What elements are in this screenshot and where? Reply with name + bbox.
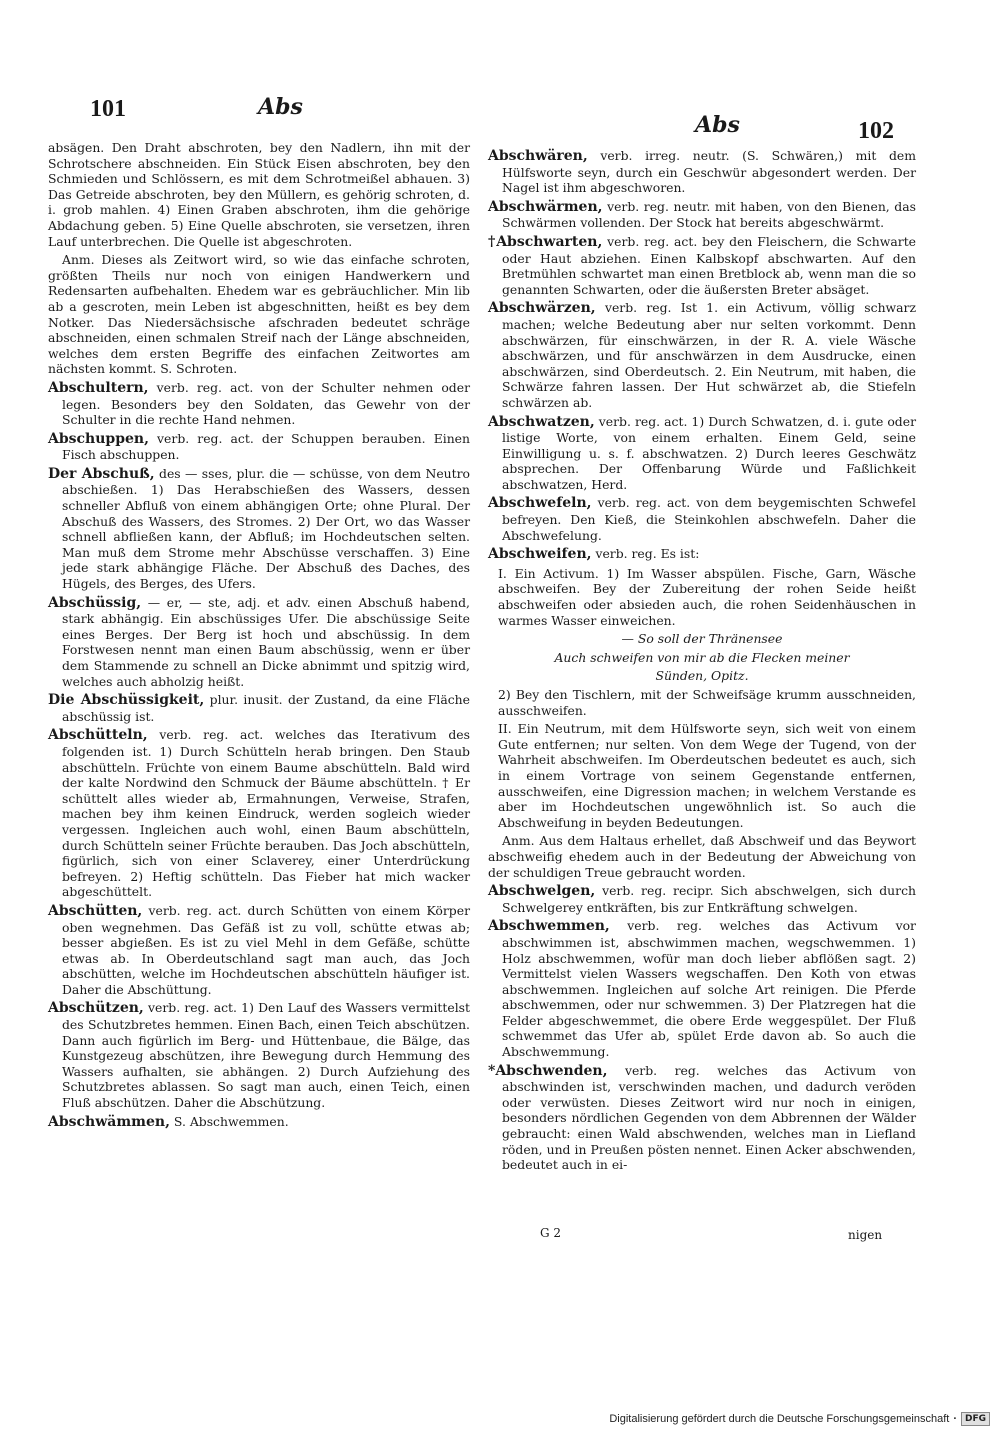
right-entry [488,234,916,297]
definition-text: — er, — ste, adj. et adv. einen Abschuß habend, stark abhängig. Ein abschüssiges Ufer. Die abschüssige Seite eines Berges. Der Berg ist hoch und abschüssig. In dem Forstwesen nennt man einen Baum abschüssig, wenn er über dem Stammende zu schnell an Dicke abnimmt und spitzig wird, welches auch abholzig heißt. [62,594,470,689]
headword: Abschwärzen, [488,300,596,317]
right-entry [488,148,916,196]
headword: Abschwären, [488,148,588,164]
definition-text: verb. reg. Ist 1. ein Activum, völlig schwarz machen; welche Bedeutung aber nur selten vorkommt. Denn abschwärzen, für einschwärzen, in der R. A. viele Wäsche abschwärzen, und für anschwärzen in dem Ausdrucke, einen abschwärzen, sind Oberdeutsch. 2. Ein Neutrum, mit haben, die Schwärze fahren lassen. Der Hut schwärzet ab, die Stiefeln schwärzen ab. [502,300,916,410]
headword: Der Abschuß, [48,465,155,482]
right-verse: — So soll der Thränensee [621,631,783,647]
headword: Abschultern, [48,379,149,396]
headword: *Abschwenden, [488,1062,608,1079]
right-entry [488,918,916,1059]
left-entry [48,903,470,998]
right-verse: Auch schweifen von mir ab die Flecken meiner [554,649,850,665]
right-column [488,148,916,1176]
right-entry [488,300,916,410]
definition-text: verb. reg. act. von dem beygemischten Schwefel befreyen. Den Kieß, die Steinkohlen abschwefeln. Daher die Abschwefelung. [502,495,916,543]
definition-text: verb. reg. welches das Activum von abschwinden ist, verschwinden machen, und dadurch veröden oder verwüsten. Dieses Zeitwort wird nur noch in einigen, besonders nördlichen Gegenden von dem Abbrennen der Wälder gebraucht: einen Wald abschwenden, welches man in Liefland röden, und in Preußen pösten nennet. Einen Acker abschwenden, bedeutet auch in ei- [502,1062,916,1173]
headword: Abschwärmen, [488,198,603,215]
right-page-number: 102 [858,118,894,144]
headword: Abschwemmen, [488,918,610,935]
right-entry [488,414,916,493]
right-running-head: Abs [695,112,740,138]
catchword: nigen [848,1228,883,1242]
headword: Die Abschüssigkeit, [48,692,205,709]
definition-text: des — sses, plur. die — schüsse, von dem Neutro abschießen. 1) Das Herabschießen des Wassers, dessen schneller Abfluß von einem abhängigen Orte; ohne Plural. Der Abschuß des Wassers, des Stromes. 2) Der Ort, wo das Wasser schnell abfließen kann, der Abfluß; im Hochdeutschen selten. Man muß dem Strome mehr Abschüsse verschaffen. 3) Eine jede stark abhängige Fläche. Der Abschuß des Daches, des Hügels, des Berges, des Ufers. [62,465,470,592]
definition-text: verb. reg. act. 1) Den Lauf des Wassers vermittelst des Schutzbretes hemmen. Einen Bach, einen Teich abschützen. Dann auch figürlich im Berg- und Hüttenbaue, die Bälge, das Kunstgezeug abschützen, ihre Bewegung durch Hemmung des Wassers aufhalten, sie abhängen. 2) Durch Aufziehung des Schutzbretes ablassen. So sagt man auch, einen Teich, einen Fluß abschützen. Daher die Abschützung. [62,1000,470,1111]
definition-text: verb. reg. Es ist: [591,546,700,562]
left-entry [48,431,470,463]
right-sub: II. Ein Neutrum, mit dem Hülfsworte seyn, sich weit von einem Gute entfernen; nur selten. Von dem Wege der Tugend, von der Wahrheit abschweifen. Im Oberdeutschen bedeutet es auch, sich in einem Vortrage von seinem Gegenstande entfernen, ausschweifen, eine Digression machen; in welchem Verstande es aber im Hochdeutschen ungewöhnlich ist. So auch die Abschweifung in beyden Bedeutungen. [498,721,916,830]
left-page-number: 101 [90,96,126,122]
headword: Abschweifen, [488,546,592,563]
definition-text: verb. reg. act. der Schuppen berauben. Einen Fisch abschuppen. [62,430,470,463]
headword: Abschüssig, [48,594,142,611]
right-entry [488,1063,916,1173]
definition-text: verb. reg. recipr. Sich abschwelgen, sich durch Schwelgerey entkräften, bis zur Entkräftung schwelgen. [502,883,916,915]
right-entry [488,883,916,915]
headword: Abschützen, [48,1000,144,1017]
left-entry [48,380,470,428]
definition-text: verb. reg. act. welches das Iterativum des folgenden ist. 1) Durch Schütteln herab bringen. Den Staub abschütteln. Früchte von einem Baume abschütteln. Bald wird der kalte Nordwind den Schmuck der Bäume abschütteln. † Er schüttelt alles wieder ab, Ermahnungen, Verweise, Strafen, machen bey ihm keinen Eindruck, werden sogleich wieder vergessen. Ingleichen auch wohl, einen Baum abschütteln, durch Schütteln seiner Früchte berauben. Das Joch abschütteln, figürlich, sich von einer Sclaverey, einer Unterdrückung befreyen. 2) Heftig schütteln. Das Fieber hat mich wacker abgeschüttelt. [62,727,470,900]
right-entry [488,199,916,231]
headword: Abschütteln, [48,727,148,744]
left-entry [48,727,470,900]
headword: Abschwämmen, [48,1113,170,1130]
definition-text: verb. reg. act. durch Schütten von einem Körper oben wegnehmen. Das Gefäß ist zu voll, schütte etwas ab; besser abgießen. Es ist zu viel Mehl in dem Gefäße, schütte etwas ab. In Oberdeutschland sagt man auch, das Joch abschütten, welche im Hochdeutschen abschütteln häufiger ist. Daher die Abschüttung. [62,902,470,997]
footer: Digitalisierung gefördert durch die Deutsche Forschungsgemeinschaft · DFG [609,1412,990,1426]
headword: Abschuppen, [48,430,149,447]
definition-text: plur. inusit. der Zustand, da eine Fläche abschüssig ist. [62,692,470,724]
headword: Abschütten, [48,902,143,919]
definition-text: verb. irreg. neutr. (S. Schwären,) mit dem Hülfsworte seyn, durch ein Geschwür abgesondert werden. Der Nagel ist ihm abgeschworen. [502,148,916,196]
right-verse: Sünden, Opitz. [655,668,749,684]
left-note: Anm. Dieses als Zeitwort wird, so wie das einfache schroten, größten Theils nur noch von einigen Handwerkern und Redensarten aufbehalten. Ehedem war es gebräuchlicher. Min lib ab a gescroten, mein Leben ist abgeschnitten, heißt es bey dem Notker. Das Niedersächsische afschraden bedeutet schräge abschneiden, einen schmalen Streif nach der Länge abschneiden, welches dem ersten Begriffe des einfachen Zeitwortes am nächsten kommt. S. Schroten. [48,252,470,377]
left-column [48,140,470,1133]
left-entry [48,692,470,724]
left-entry [48,595,470,690]
right-sub: 2) Bey den Tischlern, mit der Schweifsäge krumm ausschneiden, ausschweifen. [498,687,916,718]
definition-text: verb. reg. act. von der Schulter nehmen oder legen. Besonders bey den Soldaten, das Gewehr von der Schulter in die rechte Hand nehmen. [62,379,470,428]
definition-text: S. Abschwemmen. [169,1113,289,1129]
headword: Abschwelgen, [488,883,596,900]
right-sub: I. Ein Activum. 1) Im Wasser abspülen. Fische, Garn, Wäsche abschweifen. Bey der Zubereitung der rohen Seide heißt abschweifen oder absieden auch, die rohen Seidenhäuschen in warmes Wasser einweichen. [498,565,916,628]
left-entry [48,466,470,592]
footer-text: Digitalisierung gefördert durch die Deutsche Forschungsgemeinschaft [609,1413,950,1425]
right-note: Anm. Aus dem Haltaus erhellet, daß Abschweif und das Beywort abschweifig ehedem auch in der Bedeutung der Abweichung von der schuldigen Treue gebraucht worden. [488,833,916,880]
definition-text: verb. reg. act. bey den Fleischern, die Schwarte oder Haut abziehen. Einen Kalbskopf abschwarten. Auf den Bretmühlen schwartet man einen Bretblock ab, wenn man die so genannten Schwarten, oder die äußersten Breter absäget. [502,233,917,297]
definition-text: verb. reg. act. 1) Durch Schwatzen, d. i. gute oder listige Worte, von einem erhalten. Einem Geld, seine Einwilligung u. s. f. abschwatzen. 2) Durch leeres Geschwätz absprechen. Der Offenbarung Würde und Faßlichkeit abschwatzen, Herd. [502,413,916,492]
headword: †Abschwarten, [488,233,603,250]
headword: Abschwatzen, [488,413,595,430]
left-running-head: Abs [258,94,303,120]
left-entry [48,1114,470,1131]
left-entry [48,1000,470,1110]
definition-text: verb. reg. neutr. mit haben, von den Bienen, das Schwärmen vollenden. Der Stock hat bereits abgeschwärmt. [502,198,916,231]
right-entry [488,495,916,543]
right-entry [488,546,916,563]
definition-text: verb. reg. welches das Activum vor abschwimmen ist, abschwimmen machen, wegschwemmen. 1) Holz abschwemmen, wofür man doch lieber abflößen sagt. 2) Vermittelst vielen Wassers wegschaffen. Den Koth von etwas abschwemmen. Ingleichen auf solche Art reinigen. Die Pferde abschwemmen, oder nur schwemmen. 3) Der Platzregen hat die Felder abgeschwemmet, die obere Erde weggespület. Der Fluß schwemmet das Ufer ab, spület Erde davon ab. So auch die Abschwemmung. [502,918,916,1060]
dfg-logo: DFG [961,1412,990,1426]
left-cont: absägen. Den Draht abschroten, bey den Nadlern, ihn mit der Schrotschere abschneiden. Ein Stück Eisen abschroten, bey den Schmieden und Schlössern, es mit dem Schrotmeißel abhauen. 3) Das Getreide abschroten, bey den Müllern, es gehörig schroten, d. i. grob mahlen. 4) Einen Graben abschroten, ihm die gehörige Abdachung geben. 5) Eine Quelle abschroten, sie versetzen, ihren Lauf unterbrechen. Die Quelle ist abgeschroten. [48,140,470,249]
signature-mark: G 2 [540,1226,562,1240]
headword: Abschwefeln, [488,495,592,512]
